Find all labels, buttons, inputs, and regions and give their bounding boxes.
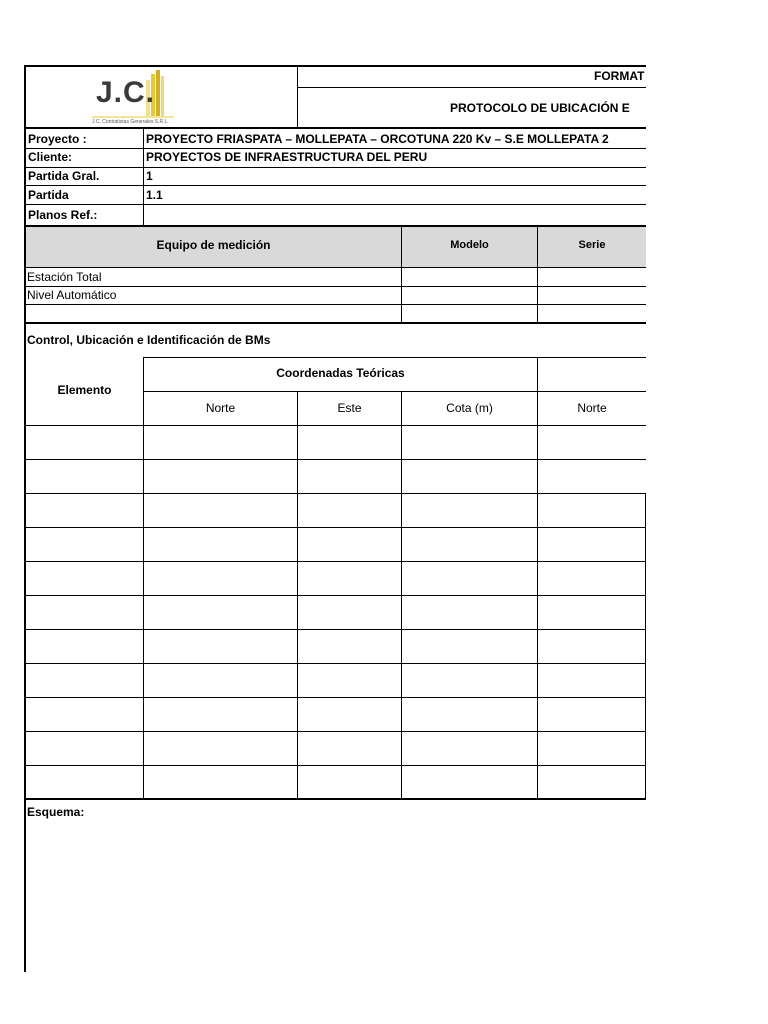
equipment-header-serie: Serie (578, 239, 606, 251)
control-row-line (26, 663, 646, 664)
control-right-edge (645, 493, 646, 799)
equipment-header-bottom (26, 267, 646, 268)
info-row-line (26, 185, 646, 186)
info-value-partida: 1.1 (146, 188, 163, 202)
elemento-header: Elemento (57, 383, 112, 397)
info-row-line (26, 167, 646, 168)
info-value-cliente: PROYECTOS DE INFRAESTRUCTURA DEL PERU (146, 150, 428, 164)
control-col-line (143, 357, 144, 799)
control-title: Control, Ubicación e Identificación de BMs (27, 333, 271, 347)
control-table-bottom (24, 798, 646, 800)
info-label-planos: Planos Ref.: (28, 208, 98, 222)
logo-letters: J.C. (96, 76, 156, 109)
info-label-proyecto: Proyecto : (28, 132, 87, 146)
info-label-partida-gral: Partida Gral. (28, 169, 100, 183)
equipment-bottom (24, 322, 646, 324)
info-divider-v (143, 129, 144, 226)
col-norte: Norte (205, 401, 236, 415)
header-bottom (24, 127, 646, 129)
header-divider-h (298, 87, 646, 88)
control-row-line (26, 527, 646, 528)
info-value-partida-gral: 1 (146, 169, 153, 183)
equipment-row-line (26, 286, 646, 287)
control-row-line (26, 765, 646, 766)
control-table-top (143, 357, 646, 358)
info-row-line (26, 148, 646, 149)
header-divider-v (297, 67, 298, 128)
logo-subtitle: J.C. Contratistas Generales S.R.L. (92, 119, 169, 125)
coord-subheader-line (143, 391, 646, 392)
control-row-line (26, 595, 646, 596)
control-row-line (26, 459, 646, 460)
control-col-line (537, 357, 538, 799)
equipment-header-equipo: Equipo de medición (156, 238, 271, 252)
equipment-row-nivel: Nivel Automático (27, 288, 117, 302)
protocol-title: PROTOCOLO DE UBICACIÓN E (450, 101, 630, 115)
company-logo (90, 70, 180, 126)
info-row-line (26, 204, 646, 205)
esquema-label: Esquema: (27, 805, 85, 819)
control-row-line (26, 697, 646, 698)
control-row-line (26, 493, 646, 494)
border-top (24, 65, 646, 67)
control-row-line (26, 425, 646, 426)
format-title: FORMAT (594, 69, 645, 83)
col-norte-measured: Norte (577, 401, 607, 415)
equipment-row-estacion: Estación Total (27, 270, 102, 284)
info-label-cliente: Cliente: (28, 150, 73, 164)
border-left (24, 65, 26, 972)
col-este: Este (337, 401, 362, 415)
equipment-row-line (26, 304, 646, 305)
equipment-header-modelo: Modelo (450, 239, 489, 251)
control-row-line (26, 731, 646, 732)
control-row-line (26, 629, 646, 630)
col-cota: Cota (m) (446, 401, 493, 415)
info-value-proyecto: PROYECTO FRIASPATA – MOLLEPATA – ORCOTUNA 220 Kv – S.E MOLLEPATA 2 (146, 132, 609, 146)
control-row-line (26, 561, 646, 562)
coord-teoricas-header: Coordenadas Teóricas (276, 366, 405, 380)
info-label-partida: Partida (28, 188, 69, 202)
